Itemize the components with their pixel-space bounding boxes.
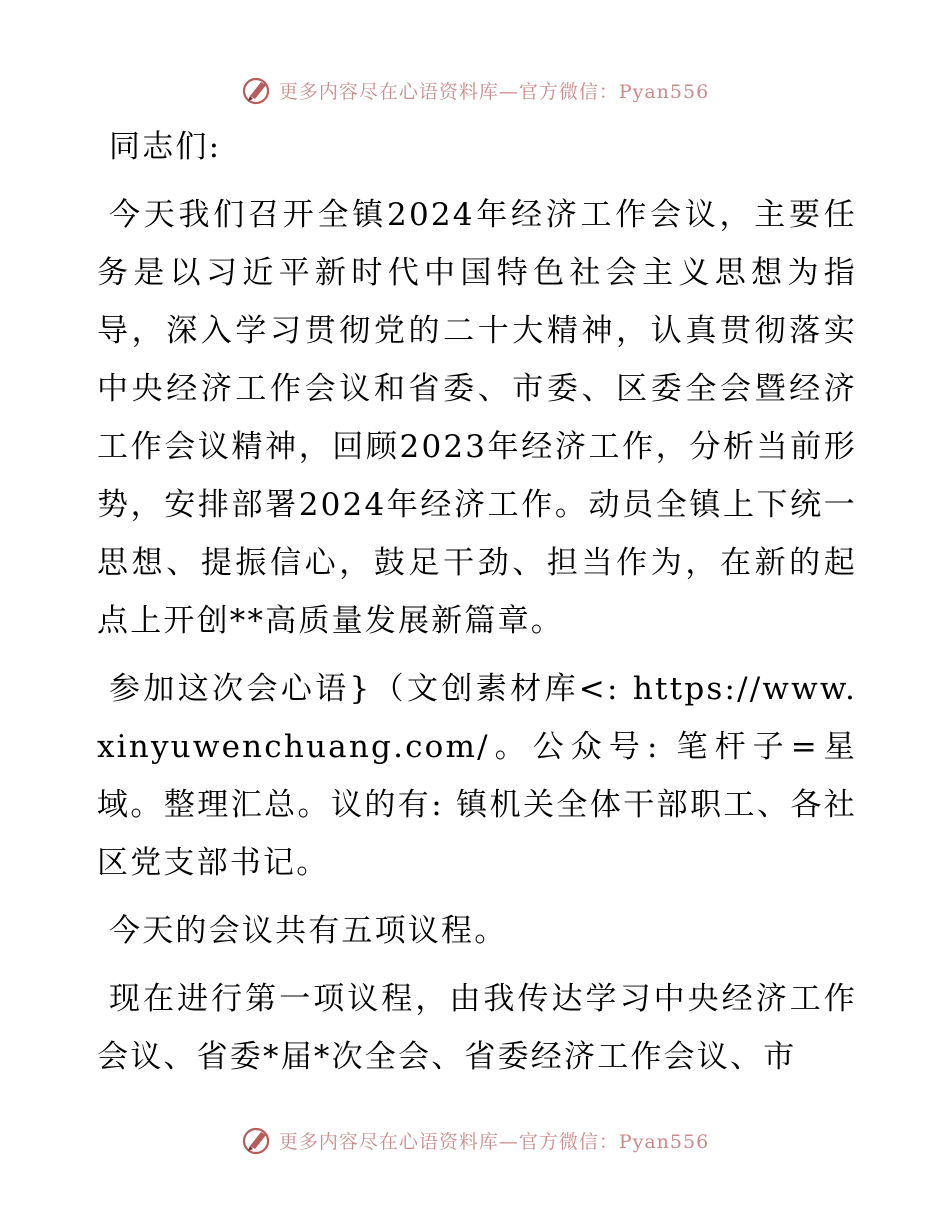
document-body (97, 118, 857, 1096)
paragraph-2: 参加这次会心语}（文创素材库<: https://www.xinyuwenchuang.com/。公众号: 笔杆子=星域。整理汇总。议的有: 镇机关全体干部职工、各社区党支部书记。 (97, 671, 857, 881)
paragraph-1: 今天我们召开全镇2024年经济工作会议，主要任务是以习近平新时代中国特色社会主义思想为指导，深入学习贯彻党的二十大精神，认真贯彻落实中央经济工作会议和省委、市委、区委全会暨经济工作会议精神，回顾2023年经济工作，分析当前形势，安排部署2024年经济工作。动员全镇上下统一思想、提振信心，鼓足干劲、担当作为，在新的起点上开创**高质量发展新篇章。 (97, 197, 857, 639)
footer-watermark (0, 1120, 950, 1160)
paragraph-4: 现在进行第一项议程，由我传达学习中央经济工作会议、省委*届*次全会、省委经济工作会议、市 (97, 981, 857, 1075)
watermark-text: 更多内容尽在心语资料库—官方微信：Pyan556 (278, 1130, 710, 1153)
paragraph-3: 今天的会议共有五项议程。 (109, 913, 508, 949)
pen-circle-logo-icon (241, 1124, 273, 1156)
salutation: 同志们: (109, 129, 222, 165)
header-watermark (0, 70, 950, 110)
watermark-text: 更多内容尽在心语资料库—官方微信：Pyan556 (278, 80, 710, 103)
pen-circle-logo-icon (241, 74, 273, 106)
